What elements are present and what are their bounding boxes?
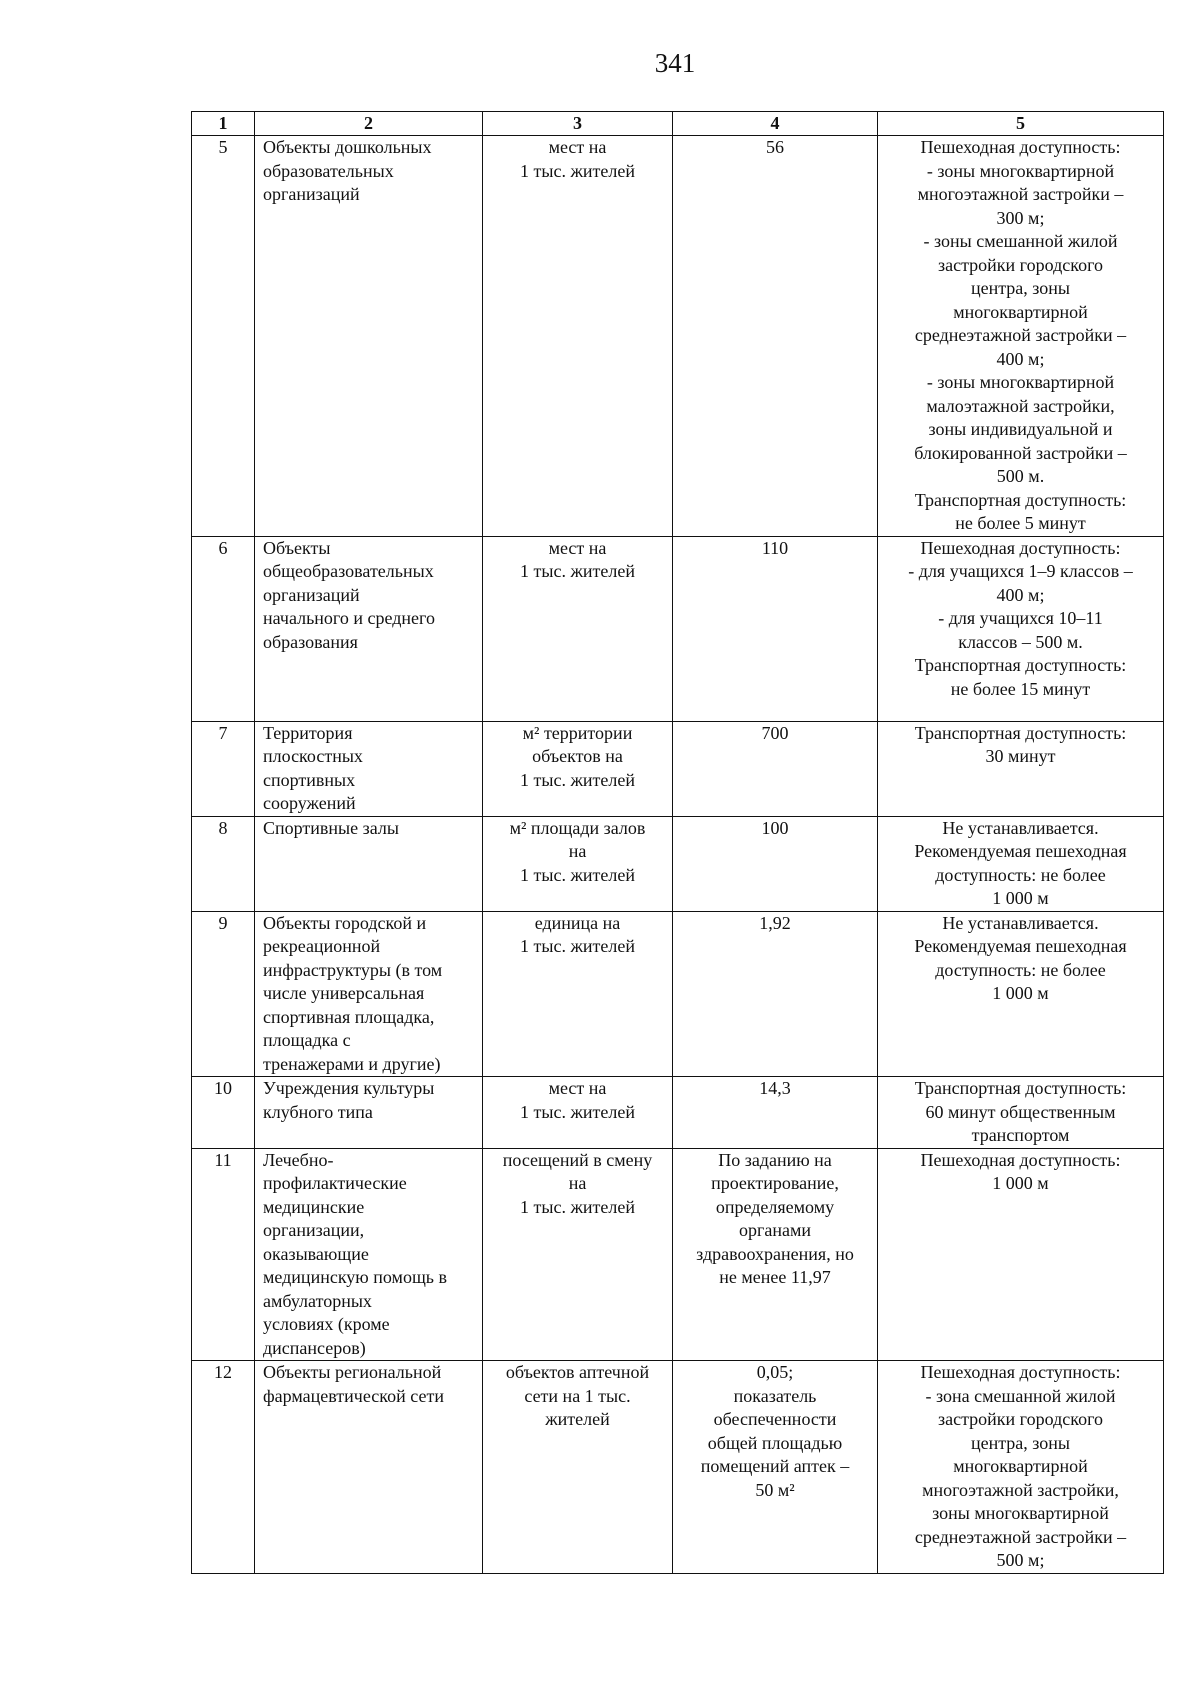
accessibility-note-line: - зоны многоквартирной <box>926 160 1115 181</box>
row-number-cell: 9 <box>192 911 255 1077</box>
accessibility-note-line: Транспортная доступность: <box>914 655 1127 675</box>
object-name-line: Спортивные залы <box>263 817 399 838</box>
object-name-line: организации, <box>263 1220 365 1240</box>
object-name-line: клубного типа <box>263 1101 373 1122</box>
accessibility-note-line: многоквартирной <box>953 301 1088 322</box>
norm-value-line: По заданию на <box>718 1149 832 1170</box>
norm-value-cell <box>673 536 878 721</box>
accessibility-note-line: - для учащихся 1–9 классов – <box>908 561 1133 581</box>
object-name-line: спортивных <box>263 769 356 790</box>
row-number-cell: 7 <box>192 721 255 816</box>
accessibility-note-line: классов – 500 м. <box>958 631 1083 652</box>
norm-value-line: обеспеченности <box>713 1409 837 1429</box>
accessibility-note-line: застройки городского <box>937 1409 1103 1429</box>
unit-of-measure-line: 1 тыс. жителей <box>520 561 635 581</box>
accessibility-note-line: Рекомендуемая пешеходная <box>914 936 1127 956</box>
accessibility-note-line: Пешеходная доступность: <box>920 137 1121 157</box>
accessibility-note-line: не более 5 минут <box>955 513 1086 533</box>
object-name-line: образования <box>263 631 358 652</box>
object-name-cell <box>255 536 483 721</box>
norm-value-line: помещений аптек – <box>700 1456 850 1476</box>
accessibility-note-line: доступность: не более <box>935 864 1106 885</box>
accessibility-note-line: - зона смешанной жилой <box>925 1385 1116 1406</box>
unit-of-measure-cell <box>483 911 673 1077</box>
accessibility-note-cell <box>878 536 1164 721</box>
accessibility-note-line: Транспортная доступность: <box>914 1078 1127 1098</box>
norm-value-line: 110 <box>761 537 789 558</box>
accessibility-note-line: Транспортная доступность: <box>914 722 1127 743</box>
object-name-line: общеобразовательных <box>263 561 434 581</box>
object-name-line: площадка с <box>263 1030 351 1050</box>
object-name-line: медицинскую помощь в <box>263 1267 448 1287</box>
unit-of-measure-line: объектов аптечной <box>505 1362 650 1382</box>
object-name-line: Учреждения культуры <box>263 1078 435 1098</box>
accessibility-note-line: Пешеходная доступность: <box>920 537 1121 558</box>
header-col-2: 2 <box>255 112 483 136</box>
unit-of-measure-line: м² площади залов <box>509 817 646 838</box>
accessibility-note-cell <box>878 1077 1164 1149</box>
unit-of-measure-line: на <box>568 1173 587 1193</box>
object-name-line: профилактические <box>263 1173 407 1193</box>
accessibility-note-cell <box>878 816 1164 911</box>
object-name-line: тренажерами и другие) <box>263 1053 441 1074</box>
accessibility-note-line: 400 м; <box>996 348 1045 369</box>
accessibility-note-line: доступность: не более <box>935 959 1106 980</box>
norms-table <box>191 111 1164 1574</box>
accessibility-note-line: 1 000 м <box>992 1173 1049 1193</box>
header-col-5: 5 <box>878 112 1164 136</box>
row-number-cell: 11 <box>192 1148 255 1361</box>
unit-of-measure-cell <box>483 136 673 537</box>
norm-value-cell <box>673 911 878 1077</box>
unit-of-measure-line: жителей <box>545 1409 610 1429</box>
accessibility-note-line: 400 м; <box>996 584 1045 605</box>
object-name-line: начального и среднего <box>263 608 435 628</box>
object-name-cell <box>255 721 483 816</box>
accessibility-note-cell <box>878 1148 1164 1361</box>
unit-of-measure-cell <box>483 1077 673 1149</box>
row-number-cell: 8 <box>192 816 255 911</box>
object-name-line: инфраструктуры (в том <box>263 959 443 980</box>
accessibility-note-line: Не устанавливается. <box>942 817 1099 838</box>
unit-of-measure-cell <box>483 816 673 911</box>
unit-of-measure-line: 1 тыс. жителей <box>520 769 635 790</box>
accessibility-note-line: многоэтажной застройки – <box>917 184 1124 204</box>
object-name-cell <box>255 1077 483 1149</box>
object-name-cell <box>255 136 483 537</box>
norm-value-line: общей площадью <box>707 1432 843 1453</box>
norm-value-line: 56 <box>766 137 784 157</box>
row-number-cell: 5 <box>192 136 255 537</box>
norm-value-cell <box>673 1361 878 1574</box>
unit-of-measure-line: 1 тыс. жителей <box>520 160 635 181</box>
object-name-line: амбулаторных <box>263 1290 372 1311</box>
accessibility-note-cell <box>878 136 1164 537</box>
accessibility-note-cell <box>878 1361 1164 1574</box>
accessibility-note-line: среднеэтажной застройки – <box>914 1526 1127 1547</box>
row-number-cell: 6 <box>192 536 255 721</box>
accessibility-note-line: застройки городского <box>937 254 1103 275</box>
unit-of-measure-line: единица на <box>534 912 621 933</box>
unit-of-measure-line: мест на <box>548 1078 607 1098</box>
accessibility-note-line: блокированной застройки – <box>914 442 1127 463</box>
header-col-1: 1 <box>192 112 255 136</box>
accessibility-note-line: 1 000 м <box>992 888 1049 908</box>
norm-value-cell <box>673 136 878 537</box>
unit-of-measure-line: сети на 1 тыс. <box>524 1385 631 1406</box>
accessibility-note-line: 1 000 м <box>992 983 1049 1003</box>
accessibility-note-line: Не устанавливается. <box>942 912 1099 933</box>
accessibility-note-line: многоэтажной застройки, <box>922 1479 1119 1500</box>
accessibility-note-line: транспортом <box>971 1125 1070 1145</box>
table-row <box>192 911 1164 1077</box>
accessibility-note-line: - зоны смешанной жилой <box>923 231 1118 251</box>
accessibility-note-line: 500 м. <box>996 466 1045 486</box>
object-name-line: плоскостных <box>263 746 363 766</box>
unit-of-measure-line: 1 тыс. жителей <box>520 864 635 885</box>
object-name-line: числе универсальная <box>263 983 425 1003</box>
norm-value-cell <box>673 816 878 911</box>
norm-value-line: показатель <box>733 1385 817 1406</box>
norm-value-line: органами <box>738 1220 812 1240</box>
accessibility-note-line: - для учащихся 10–11 <box>938 608 1103 628</box>
object-name-line: фармацевтической сети <box>263 1385 444 1406</box>
norm-value-line: 1,92 <box>759 912 791 933</box>
table-row <box>192 1361 1164 1574</box>
object-name-line: Объекты дошкольных <box>263 137 432 157</box>
accessibility-note-line: Пешеходная доступность: <box>920 1149 1121 1170</box>
norm-value-cell <box>673 1148 878 1361</box>
object-name-line: образовательных <box>263 160 394 181</box>
unit-of-measure-line: 1 тыс. жителей <box>520 1196 635 1217</box>
accessibility-note-line: 30 минут <box>985 746 1056 766</box>
unit-of-measure-line: мест на <box>548 137 607 157</box>
unit-of-measure-cell <box>483 721 673 816</box>
unit-of-measure-line: 1 тыс. жителей <box>520 936 635 956</box>
unit-of-measure-cell <box>483 1361 673 1574</box>
unit-of-measure-line: м² территории <box>522 722 633 743</box>
object-name-line: Лечебно- <box>263 1149 334 1170</box>
object-name-line: условиях (кроме <box>263 1314 390 1334</box>
unit-of-measure-line: 1 тыс. жителей <box>520 1101 635 1122</box>
norm-value-line: 100 <box>761 817 789 838</box>
accessibility-note-line: - зоны многоквартирной <box>926 372 1115 392</box>
object-name-line: сооружений <box>263 793 356 813</box>
page-number: 341 <box>654 48 696 78</box>
accessibility-note-line: многоквартирной <box>953 1456 1088 1476</box>
accessibility-note-cell <box>878 911 1164 1077</box>
object-name-line: диспансеров) <box>263 1337 366 1358</box>
norm-value-line: 0,05; <box>756 1362 794 1382</box>
object-name-line: Объекты <box>263 537 331 558</box>
object-name-cell <box>255 1148 483 1361</box>
object-name-line: Объекты региональной <box>263 1362 442 1382</box>
table-body <box>192 136 1164 1574</box>
object-name-cell <box>255 816 483 911</box>
accessibility-note-line: Рекомендуемая пешеходная <box>914 841 1127 861</box>
object-name-line: медицинские <box>263 1196 365 1217</box>
unit-of-measure-line: посещений в смену <box>502 1149 653 1170</box>
norm-value-line: проектирование, <box>711 1173 839 1193</box>
object-name-line: оказывающие <box>263 1243 369 1264</box>
norm-value-line: здравоохранения, но <box>696 1243 854 1264</box>
accessibility-note-line: центра, зоны <box>970 278 1071 298</box>
table-row <box>192 1148 1164 1361</box>
object-name-line: рекреационной <box>263 936 381 956</box>
norm-value-line: не менее 11,97 <box>719 1267 831 1287</box>
table-header-row <box>192 112 1164 136</box>
norm-value-line: 50 м² <box>755 1479 795 1500</box>
accessibility-note-line: зоны индивидуальной и <box>928 419 1113 439</box>
accessibility-note-line: 500 м; <box>996 1550 1045 1570</box>
norm-value-cell <box>673 721 878 816</box>
unit-of-measure-cell <box>483 1148 673 1361</box>
row-number-cell: 10 <box>192 1077 255 1149</box>
accessibility-note-line: среднеэтажной застройки – <box>914 325 1127 345</box>
norm-value-line: 700 <box>761 722 789 743</box>
accessibility-note-line: Пешеходная доступность: <box>920 1362 1121 1382</box>
object-name-line: организаций <box>263 184 360 204</box>
table-row <box>192 1077 1164 1149</box>
table-row <box>192 536 1164 721</box>
object-name-cell <box>255 911 483 1077</box>
accessibility-note-line: малоэтажной застройки, <box>926 395 1115 416</box>
unit-of-measure-line: на <box>568 841 587 861</box>
accessibility-note-cell <box>878 721 1164 816</box>
table-row <box>192 721 1164 816</box>
accessibility-note-line: 60 минут общественным <box>925 1101 1116 1122</box>
accessibility-note-line: 300 м; <box>996 207 1045 228</box>
object-name-line: организаций <box>263 584 360 605</box>
accessibility-note-line: центра, зоны <box>970 1432 1071 1453</box>
unit-of-measure-line: мест на <box>548 537 607 558</box>
norm-value-line: определяемому <box>715 1196 835 1217</box>
table-row <box>192 816 1164 911</box>
unit-of-measure-cell <box>483 536 673 721</box>
accessibility-note-line: Транспортная доступность: <box>914 489 1127 510</box>
header-col-4: 4 <box>673 112 878 136</box>
row-number-cell: 12 <box>192 1361 255 1574</box>
norm-value-line: 14,3 <box>759 1078 791 1098</box>
object-name-line: спортивная площадка, <box>263 1006 435 1027</box>
object-name-line: Территория <box>263 722 353 743</box>
object-name-cell <box>255 1361 483 1574</box>
header-col-3: 3 <box>483 112 673 136</box>
accessibility-note-line: зоны многоквартирной <box>932 1503 1109 1523</box>
unit-of-measure-line: объектов на <box>532 746 623 766</box>
accessibility-note-line: не более 15 минут <box>950 678 1091 699</box>
object-name-line: Объекты городской и <box>263 912 427 933</box>
table-row <box>192 136 1164 537</box>
norm-value-cell <box>673 1077 878 1149</box>
